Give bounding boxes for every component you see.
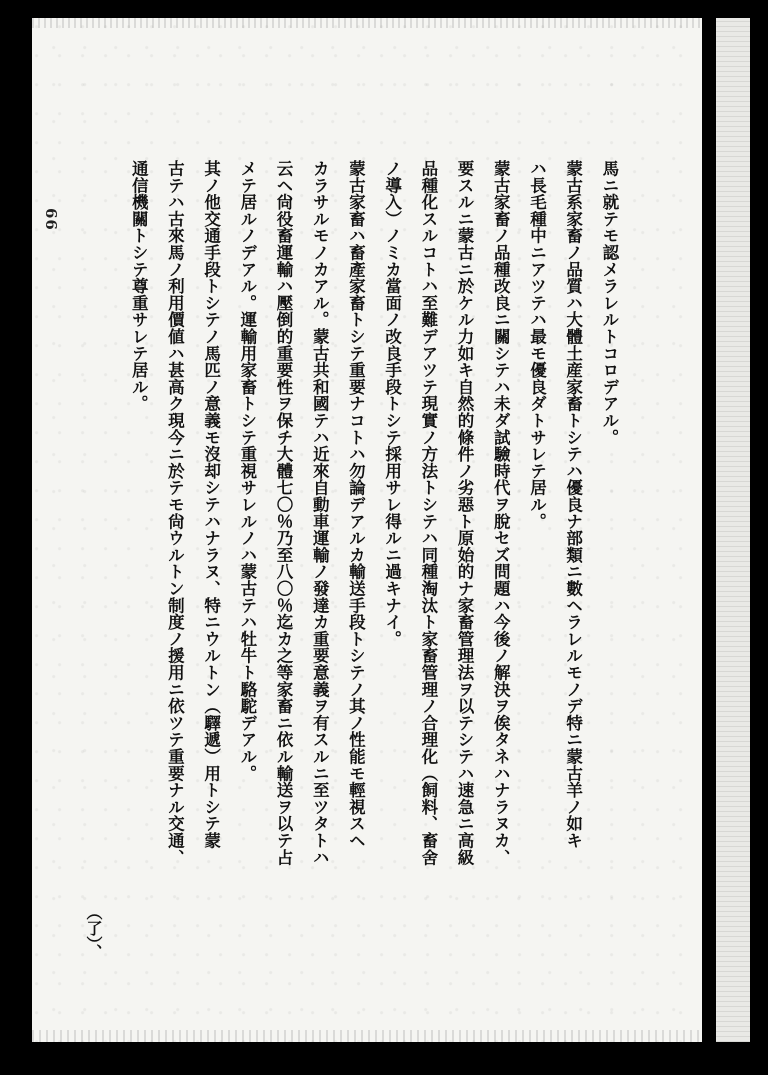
page-number: 66 (42, 208, 60, 231)
text-column: カラサルモノカアル。蒙古共和國テハ近來自動車運輸ノ發達カ重要意義ヲ有スルニ至ツタトハ (310, 160, 330, 866)
text-column: 要スルニ蒙古ニ於ケル力如キ自然的條件ノ劣惡ト原始的ナ家畜管理法ヲ以テシテハ速急ニ高級 (455, 160, 475, 866)
text-column: 云ヘ尙役畜運輸ハ壓倒的重要性ヲ保チ大體七〇％乃至八〇％迄カ之等家畜ニ依ル輸送ヲ以テ占 (274, 160, 294, 866)
text-column: 品種化スルコトハ至難デアツテ現實ノ方法トシテハ同種淘汰ト家畜管理ノ合理化（飼料、畜舍 (418, 160, 438, 866)
text-column: 蒙古家畜ノ品種改良ニ關シテハ未ダ試驗時代ヲ脫セズ問題ハ今後ノ解決ヲ俟タネハナラヌカ、 (491, 160, 511, 866)
body-text (120, 160, 627, 1010)
document-page (32, 18, 702, 1042)
text-column: 馬ニ就テモ認メラレルトコロデアル。 (599, 160, 619, 446)
text-column: 蒙古家畜ハ畜產家畜トシテ重要ナコトハ勿論デアルカ輸送手段トシテノ其ノ性能モ輕視スヘ (346, 160, 366, 849)
text-column: ハ長毛種中ニアツテハ最モ優良ダトサレテ居ル。 (527, 160, 547, 530)
text-column: 古テハ古來馬ノ利用價値ハ甚高ク現今ニ於テモ尙ウルトン制度ノ援用ニ依ツテ重要ナル交通、 (165, 160, 185, 866)
page-divider (708, 18, 716, 1042)
text-column: ノ導入）ノミカ當面ノ改良手段トシテ採用サレ得ルニ過キナイ。 (382, 160, 402, 648)
text-column: 通信機關トシテ尊重サレテ居ル。 (129, 160, 149, 412)
end-mark: （了）、 (84, 904, 103, 960)
text-column: 其ノ他交通手段トシテノ馬匹ノ意義モ沒却シテハナラヌ、特ニウルトン（驛遞）用トシテ蒙 (201, 160, 221, 849)
text-column: メテ居ルノデアル。運輸用家畜トシテ重視サレルノハ蒙古テハ牡牛ト駱駝デアル。 (237, 160, 257, 782)
text-column: 蒙古系家畜ノ品質ハ大體土産家畜トシテハ優良ナ部類ニ數ヘラレルモノデ特ニ蒙古羊ノ如キ (563, 160, 583, 849)
adjacent-page-edge (716, 18, 750, 1042)
